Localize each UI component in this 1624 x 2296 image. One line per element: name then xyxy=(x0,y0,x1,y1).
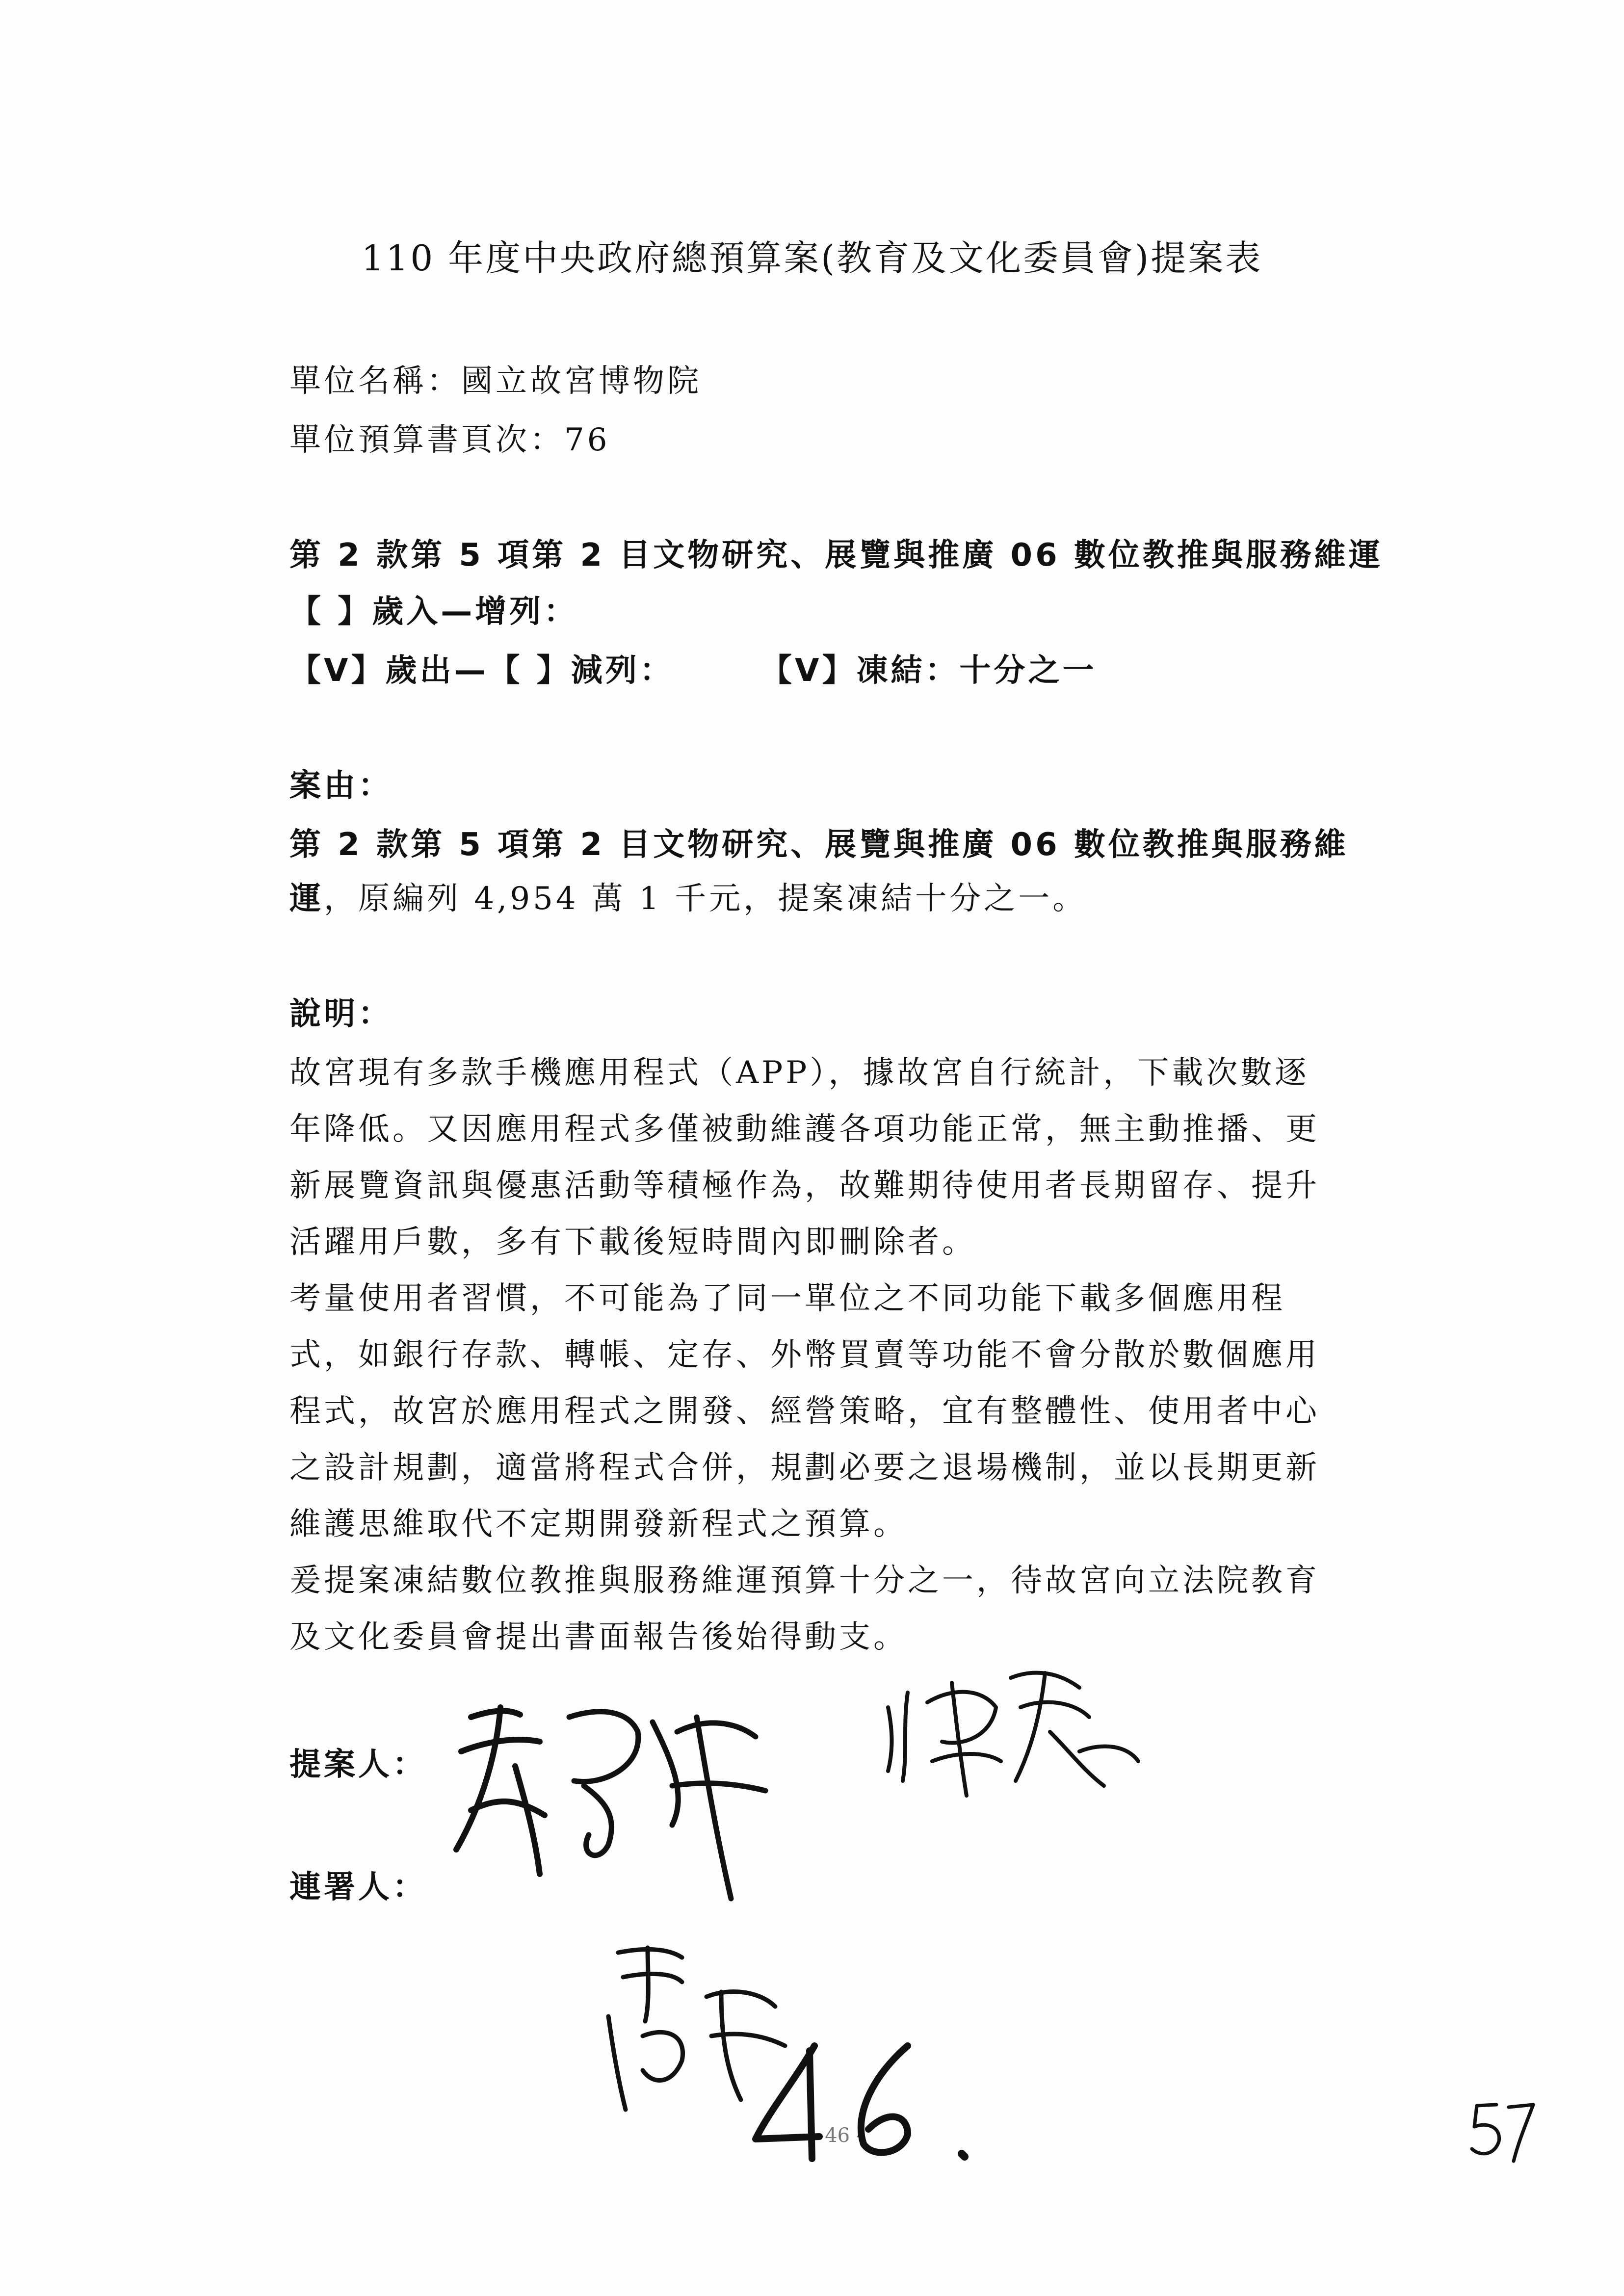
budget-item-heading: 第 2 款第 5 項第 2 目文物研究、展覽與推廣 06 數位教推與服務維運 xyxy=(289,537,1383,574)
explanation-line: 活躍用戶數，多有下載後短時間內即刪除者。 xyxy=(289,1224,976,1260)
cosigner-label: 連署人： xyxy=(289,1869,427,1905)
explanation-line: 式，如銀行存款、轉帳、定存、外幣買賣等功能不會分散於數個應用 xyxy=(289,1337,1320,1373)
handwritten-page-number xyxy=(746,2036,1001,2164)
explanation-line: 考量使用者習慣，不可能為了同一單位之不同功能下載多個應用程 xyxy=(289,1280,1285,1317)
proposer-signature-1 xyxy=(442,1688,795,1913)
explanation-line: 程式，故宮於應用程式之開發、經營策略，宜有整體性、使用者中心 xyxy=(289,1393,1320,1430)
proposer-signature-2 xyxy=(873,1653,1148,1800)
explanation-label: 說明： xyxy=(289,996,393,1032)
revenue-increase-option: 【 】歲入—增列： xyxy=(289,594,578,630)
explanation-line: 年降低。又因應用程式多僅被動維護各項功能正常，無主動推播、更 xyxy=(289,1111,1320,1148)
explanation-line: 維護思維取代不定期開發新程式之預算。 xyxy=(289,1506,908,1542)
explanation-line: 及文化委員會提出書面報告後始得動支。 xyxy=(289,1619,908,1655)
expenditure-decrease-option xyxy=(289,652,1097,689)
reason-line-1: 第 2 款第 5 項第 2 目文物研究、展覽與推廣 06 數位教推與服務維 xyxy=(289,827,1349,863)
reason-label: 案由： xyxy=(289,768,393,804)
explanation-line: 之設計規劃，適當將程式合併，規劃必要之退場機制，並以長期更新 xyxy=(289,1450,1320,1486)
explanation-line: 故宮現有多款手機應用程式（APP），據故宮自行統計，下載次數逐 xyxy=(289,1055,1310,1091)
unit-name: 單位名稱：國立故宮博物院 xyxy=(289,363,702,399)
reason-line-2-rest: ，原編列 4,954 萬 1 千元，提案凍結十分之一。 xyxy=(324,881,1087,917)
proposer-label: 提案人： xyxy=(289,1747,427,1783)
reason-line-2-bold: 運 xyxy=(289,881,324,917)
document-title: 110 年度中央政府總預算案(教育及文化委員會)提案表 xyxy=(361,237,1263,279)
printed-page-number: - 46 - xyxy=(812,2124,863,2147)
expenditure-decrease-label: 【V】歲出—【 】減列： xyxy=(289,652,674,689)
unit-budget-page: 單位預算書頁次：76 xyxy=(289,422,610,458)
reason-line-2 xyxy=(289,881,1087,917)
explanation-line: 爰提案凍結數位教推與服務維運預算十分之一，待故宮向立法院教育 xyxy=(289,1563,1320,1599)
handwritten-corner-number xyxy=(1467,2095,1541,2164)
explanation-line: 新展覽資訊與優惠活動等積極作為，故難期待使用者長期留存、提升 xyxy=(289,1168,1320,1204)
freeze-option: 【V】凍結：十分之一 xyxy=(760,652,1097,689)
